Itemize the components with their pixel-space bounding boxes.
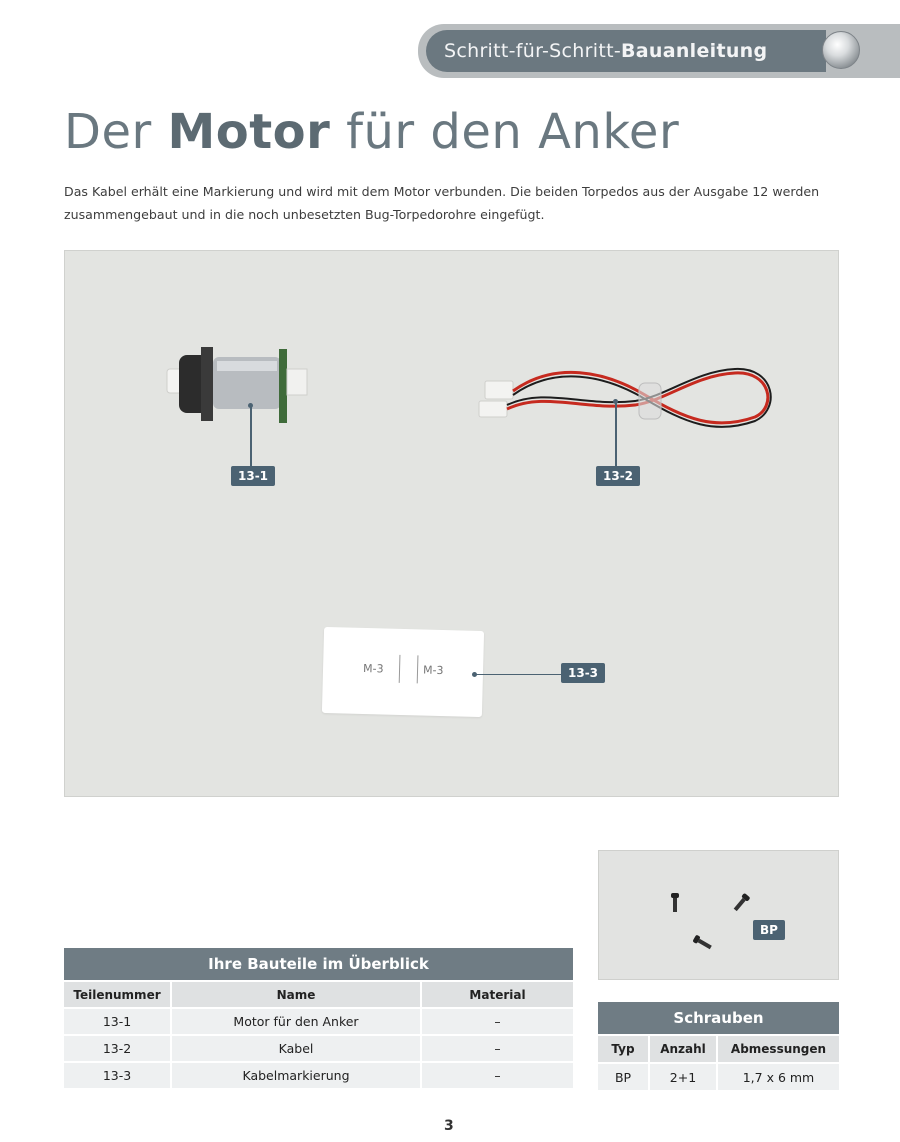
parts-table-caption: Ihre Bauteile im Überblick bbox=[64, 946, 573, 980]
screws-table-caption: Schrauben bbox=[598, 1000, 839, 1034]
screws-photo bbox=[598, 850, 839, 980]
parts-table bbox=[64, 946, 573, 1088]
cable-marker-label bbox=[322, 627, 484, 717]
table-cell: BP bbox=[598, 1062, 650, 1090]
part-tag-13-3: 13-3 bbox=[561, 663, 605, 683]
screws-image bbox=[659, 881, 759, 961]
intro-text: Das Kabel erhält eine Markierung und wird mit dem Motor verbunden. Die beiden Torpedos aus der Ausgabe 12 werden zusammengebaut und in die noch unbesetzten Bug-Torpedorohre eingefügt. bbox=[64, 184, 820, 222]
label-separator bbox=[417, 655, 419, 683]
screws-col-header: Typ bbox=[598, 1034, 650, 1062]
cable-image bbox=[465, 361, 785, 441]
page-title: Der Motor für den Anker bbox=[64, 104, 680, 160]
part-tag-13-2: 13-2 bbox=[596, 466, 640, 486]
leader-line-13-2 bbox=[615, 401, 617, 467]
leader-line-13-3 bbox=[476, 674, 562, 675]
leader-line-13-1 bbox=[250, 405, 252, 467]
table-cell: 13-2 bbox=[64, 1034, 172, 1061]
screws-table bbox=[598, 1000, 839, 1090]
table-cell: 13-3 bbox=[64, 1061, 172, 1088]
parts-col-header: Material bbox=[422, 980, 573, 1007]
header-banner-text: Schritt-für-Schritt-Bauanleitung bbox=[444, 40, 768, 62]
label-separator bbox=[399, 655, 401, 683]
table-cell: Kabel bbox=[172, 1034, 422, 1061]
table-cell: – bbox=[422, 1034, 573, 1061]
part-tag-13-1: 13-1 bbox=[231, 466, 275, 486]
parts-photo bbox=[64, 250, 839, 797]
table-cell: – bbox=[422, 1007, 573, 1034]
banner-ball-icon bbox=[822, 31, 860, 69]
label-mark-left: M-3 bbox=[362, 661, 384, 676]
table-row bbox=[598, 1062, 839, 1090]
screws-col-header: Abmessungen bbox=[718, 1034, 839, 1062]
table-cell: – bbox=[422, 1061, 573, 1088]
parts-col-header: Teilenummer bbox=[64, 980, 172, 1007]
table-row bbox=[64, 1034, 573, 1061]
table-cell: Motor für den Anker bbox=[172, 1007, 422, 1034]
label-mark-right: M-3 bbox=[422, 663, 444, 678]
table-cell: 1,7 x 6 mm bbox=[718, 1062, 839, 1090]
screw-tag-bp: BP bbox=[753, 920, 785, 940]
table-cell: Kabelmarkierung bbox=[172, 1061, 422, 1088]
parts-col-header: Name bbox=[172, 980, 422, 1007]
table-cell: 2+1 bbox=[650, 1062, 718, 1090]
table-row bbox=[64, 1007, 573, 1034]
motor-image bbox=[161, 341, 321, 431]
table-cell: 13-1 bbox=[64, 1007, 172, 1034]
page-number: 3 bbox=[444, 1118, 454, 1134]
screws-col-header: Anzahl bbox=[650, 1034, 718, 1062]
table-row bbox=[64, 1061, 573, 1088]
header-banner-inner bbox=[426, 30, 826, 72]
